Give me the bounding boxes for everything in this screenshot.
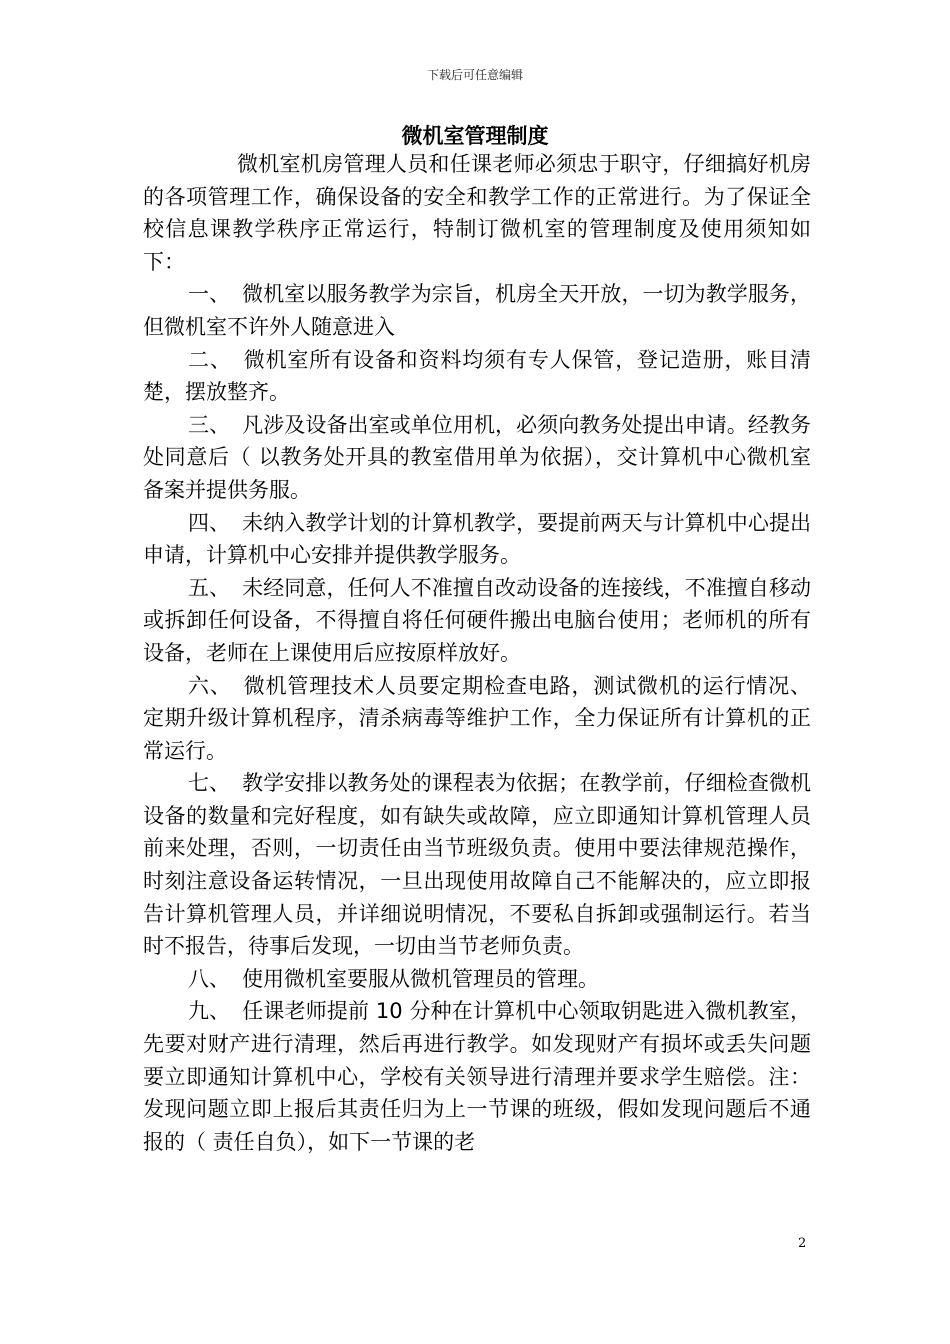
rule-number: 九、 — [188, 999, 231, 1024]
rule-item-7 — [143, 767, 811, 963]
rule-item-8 — [143, 963, 811, 996]
page-number: 2 — [798, 1236, 807, 1251]
rule-item-6 — [143, 670, 811, 768]
rule-text: 微机管理技术人员要定期检查电路，测试微机的运行情况、 定期升级计算机程序，清杀病毒等维护工作，全力保证所有计算机的正常运行。 — [143, 673, 812, 763]
rule-item-9 — [143, 995, 811, 1158]
rule-number: 五、 — [188, 575, 231, 600]
rule-item-2 — [143, 344, 811, 409]
rule-text: 未纳入教学计划的计算机教学，要提前两天与计算机中心提出申请，计算机中心安排并提供教学服务。 — [143, 510, 812, 568]
rule-text: 微机室所有设备和资料均须有专人保管，登记造册，账目清楚，摆放整齐。 — [143, 347, 812, 405]
rule-text: 凡涉及设备出室或单位用机，必须向教务处提出申请。经教务处同意后（ 以教务处开具的教室借用单为依据），交计算机中心微机室备案并提供务服。 — [143, 412, 812, 502]
rule-number: 二、 — [188, 347, 232, 372]
rule-item-3 — [143, 409, 811, 507]
rule-number: 四、 — [188, 510, 231, 535]
rule-item-5 — [143, 572, 811, 670]
rule-number: 七、 — [188, 771, 231, 796]
rule-item-4 — [143, 507, 811, 572]
rule-number: 八、 — [188, 966, 230, 991]
rule-number: 一、 — [188, 282, 231, 307]
rule-number: 六、 — [188, 673, 232, 698]
rule-text: 教学安排以教务处的课程表为依据；在教学前，仔细检查微机设备的数量和完好程度，如有缺失或故障，应立即通知计算机管理人员前来处理，否则，一切责任由当节班级负责。使用中要法律规范操作，时刻注意设备运转情况，一旦出现使用故障自己不能解决的，应立即报告计算机管理人员，并详细说明情况，不要私自拆卸或强制运行。若当时不报告，待事后发现，一切由当节老师负责。 — [143, 771, 812, 959]
intro-paragraph: 微机室机房管理人员和任课老师必须忠于职守，仔细搞好机房的各项管理工作，确保设备的安全和教学工作的正常进行。为了保证全校信息课教学秩序正常运行，特制订微机室的管理制度及使用须知如下： — [143, 152, 811, 274]
page-header: 下载后可任意编辑 — [426, 68, 523, 82]
document-title: 微机室管理制度 — [401, 124, 549, 148]
document-body — [143, 148, 811, 1158]
rule-text: 使用微机室要服从微机管理员的管理。 — [242, 966, 599, 991]
rule-text: 微机室以服务教学为宗旨，机房全天开放，一切为教学服务，但微机室不许外人随意进入 — [143, 282, 812, 339]
rule-number: 三、 — [188, 412, 231, 437]
rule-item-1 — [143, 278, 811, 343]
rule-text: 任课老师提前 10 分种在计算机中心领取钥匙进入微机教室，先要对财产进行清理，然后再进行教学。如发现财产有损坏或丢失问题要立即通知计算机中心，学校有关领导进行清理并要求学生赔偿。注：发现问题立即上报后其责任归为上一节课的班级，假如发现问题后不通报的（ 责任自负），如下一节课的老 — [143, 999, 811, 1154]
rule-text: 未经同意，任何人不准擅自改动设备的连接线，不准擅自移动或拆卸任何设备，不得擅自将任何硬件搬出电脑台使用；老师机的所有设备，老师在上课使用后应按原样放好。 — [143, 575, 812, 665]
